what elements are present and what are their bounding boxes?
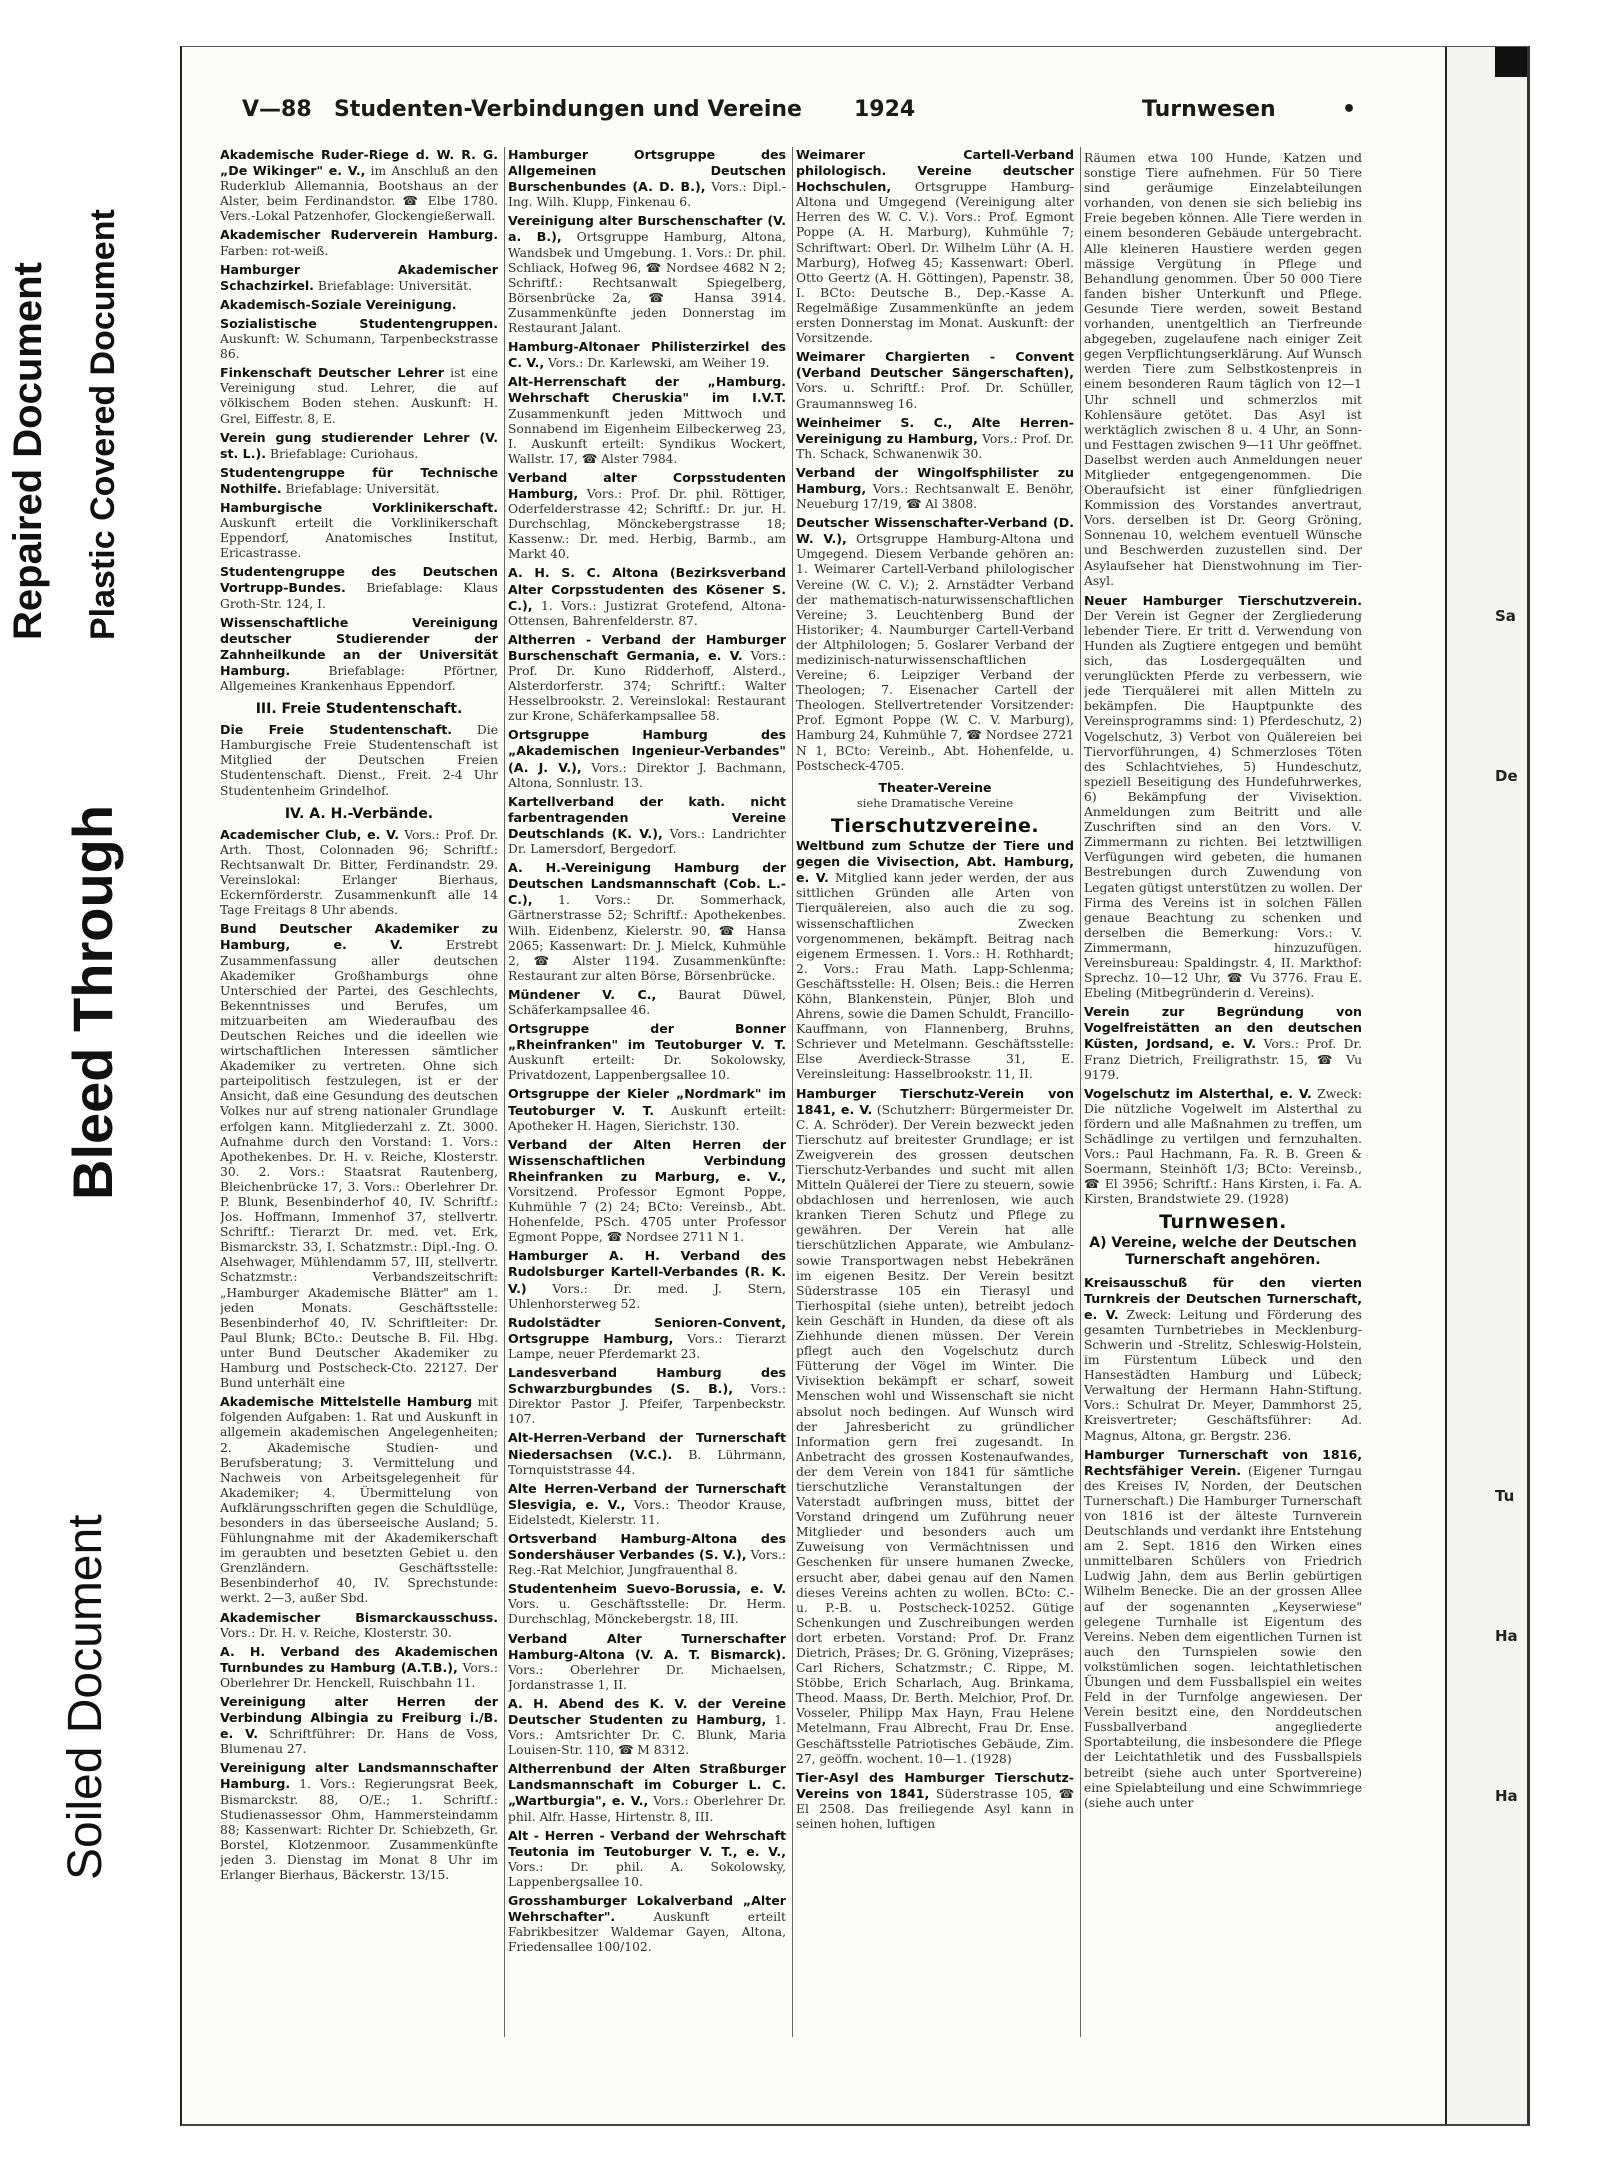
entry-text: Vors.: Dr. med. J. Stern, Uhlenhorsterweg 52.	[508, 1281, 786, 1311]
cross-reference	[796, 780, 1074, 811]
entry-text: Vors.: Reg.-Rat Melchior, Jungfrauenthal 8.	[508, 1548, 786, 1578]
list-entry	[508, 1631, 786, 1693]
entry-text: Vors.: Oberlehrer Dr. phil. Alfr. Hasse, Hirtenstr. 8, III.	[508, 1794, 786, 1824]
list-entry	[220, 465, 498, 497]
list-entry	[220, 1694, 498, 1757]
entry-name: Wissenschaftliche Vereinigung deutscher Studierender der Zahnheilkunde an der Universität Hamburg.	[220, 614, 498, 678]
list-entry	[220, 316, 498, 362]
entry-text: Auskunft erteilt: Dr. Sokolowsky, Privatdozent, Lappenbergsallee 10.	[508, 1053, 786, 1083]
list-entry	[508, 1248, 786, 1311]
section-heading-tierschutz: Tierschutzvereine.	[830, 814, 1040, 837]
list-entry	[220, 500, 498, 561]
entry-name: Hamburger Turnerschaft von 1816, Rechtsfähiger Verein.	[1084, 1446, 1362, 1478]
page-number: V—88	[242, 97, 312, 122]
list-entry	[1084, 593, 1362, 1002]
artifact-labels	[0, 0, 190, 2177]
entry-name: Altherrenbund der Alten Straßburger Landsmannschaft im Coburger L. C. „Wartburgia", e. V.,	[508, 1761, 786, 1809]
entry-name: Verein zur Begründung von Vogelfreistätten an den deutschen Küsten, Jordsand, e. V.	[1084, 1004, 1362, 1052]
entry-name: Ortsgruppe der Bonner „Rheinfranken" im Teutoburger V. T.	[508, 1021, 786, 1053]
entry-name: Rudolstädter Senioren-Convent, Ortsgruppe Hamburg,	[508, 1314, 786, 1346]
edge-word: Sa	[1495, 607, 1516, 625]
entry-name: Bund Deutscher Akademiker zu Hamburg, e. V.	[220, 921, 498, 953]
cross-reference-target: siehe Dramatische Vereine	[856, 795, 1014, 810]
entry-name: Deutscher Wissenschafter-Verband (D. W. V.),	[796, 515, 1074, 547]
entry-text: Baurat Düwel, Schäferkampsallee 46.	[508, 987, 786, 1017]
label-repaired-document: Repaired Document	[6, 262, 50, 640]
entry-text: Farben: rot-weiß.	[220, 243, 329, 258]
entry-name: Verband alter Corpsstudenten Hamburg,	[508, 469, 786, 501]
edge-word: Ha	[1495, 1627, 1518, 1645]
list-entry	[1084, 1086, 1362, 1208]
entry-text: Der Verein ist Gegner der Zergliederung lebender Tiere. Er tritt d. Verwendung von Hunden als Zugtiere entgegen und bemüht sich, das Losdergequälten und verunglückten Pferde zu verbessern, wie jede Tierquälerei mit allen Mitteln zu bekämpfen. Die Hauptpunkte des Vereinsprogramms sind: 1) Pferdeschutz, 2) Vogelschutz, 3) Verbot von Quälereien bei Tiervorführungen, 4) Schmerzloses Töten des Schlachtviehes, 5) Hundeschutz, speziell Beseitigung des Hundefuhrwerkes, 6) Bekämpfung der Vivisektion. Anmeldungen zum Beitritt und alle Zuschriften sind an den Vors. V. Zimmermann zu richten. Bei letztwilligen Verfügungen wird gebeten, die humanen Bestrebungen durch Zuwendung von Legaten gütigst unterstützen zu wollen. Der Firma des Vereins ist in solchen Fällen genaue Beachtung zu schenken und derselben die Bemerkung: Vors.: V. Zimmermann, hinzuzufügen. Vereinsbureau: Spaldingstr. 4, II. Markthof: Sprechz. 10—12 Uhr, ☎ Vu 3776. Frau E. Ebeling (Mitbegründerin d. Vereins).	[1084, 608, 1362, 1001]
list-entry	[796, 415, 1074, 462]
entry-text: Briefablage: Pförtner, Allgemeines Krankenhaus Eppendorf.	[220, 663, 498, 693]
adjacent-page-edge	[1445, 47, 1527, 2124]
list-entry	[508, 860, 786, 984]
entry-name: Weimarer Chargierten - Convent (Verband Deutscher Sängerschaften),	[796, 349, 1074, 381]
entry-text: Auskunft erteilt: Apotheker H. Hagen, Sierichstr. 130.	[508, 1103, 786, 1133]
entry-name: A. H. S. C. Altona (Bezirksverband Alter Corpsstudenten des Kösener S. C.),	[508, 565, 786, 613]
column-2	[508, 147, 786, 2077]
entry-name: Vereinigung alter Landsmannschafter Hamburg.	[220, 1760, 498, 1792]
entry-name: Vereinigung alter Herren der Verbindung Albingia zu Freiburg i./B. e. V.	[220, 1694, 498, 1742]
list-entry	[796, 465, 1074, 512]
edge-word: Tu	[1495, 1487, 1515, 1505]
subsection-heading: A) Vereine, welche der Deutschen Turnerschaft angehören.	[1089, 1234, 1357, 1268]
running-title: Studenten-Verbindungen und Vereine	[334, 97, 802, 122]
entry-name: A. H.-Vereinigung Hamburg der Deutschen Landsmannschaft (Cob. L.-C.),	[508, 860, 786, 908]
entry-text: Vors.: Oberlehrer Dr. Henckell, Ruischbahn 11.	[220, 1660, 498, 1690]
list-entry	[508, 339, 786, 371]
list-entry	[220, 365, 498, 426]
entry-name: Neuer Hamburger Tierschutzverein.	[1084, 592, 1362, 608]
entry-name: Hamburger Akademischer Schachzirkel.	[220, 261, 498, 293]
list-entry	[508, 565, 786, 628]
list-entry	[796, 515, 1074, 774]
entry-text: Vors.: Dr. Karlewski, am Weiher 19.	[548, 356, 770, 371]
torn-corner	[1495, 47, 1527, 77]
entry-text: Vors.: Tierarzt Lampe, neuer Pferdemarkt 23.	[508, 1331, 786, 1361]
section-heading-turnwesen: Turnwesen.	[1159, 1211, 1287, 1234]
entry-text: Schriftführer: Dr. Hans de Voss, Blumenau 27.	[220, 1727, 498, 1757]
list-entry	[796, 147, 1074, 346]
entry-text: Vors.: Oberlehrer Dr. Michaelsen, Jordanstrasse 1, II.	[508, 1662, 786, 1692]
list-entry	[220, 615, 498, 694]
entry-text: Vors.: Theodor Krause, Eidelstedt, Kielerstr. 11.	[508, 1497, 786, 1527]
entry-text: B. Lührmann, Tornquiststrasse 44.	[508, 1447, 786, 1477]
entry-name: Alt-Herren-Verband der Turnerschaft Niedersachsen (V.C.).	[508, 1430, 786, 1462]
list-entry	[220, 1644, 498, 1691]
list-entry	[508, 1315, 786, 1362]
list-entry	[508, 1365, 786, 1427]
list-entry	[508, 1761, 786, 1824]
list-entry	[1084, 1447, 1362, 1811]
entry-name: Alte Herren-Verband der Turnerschaft Slesvigia, e. V.,	[508, 1480, 786, 1512]
entry-name: Weimarer Cartell-Verband philologisch. Vereine deutscher Hochschulen,	[796, 147, 1074, 195]
entry-name: Akademischer Ruderverein Hamburg.	[220, 227, 498, 243]
entry-text: Vors.: Prof. Dr. Arth. Thost, Colonnaden 96; Schriftf.: Rechtsanwalt Dr. Bitter, Ferdinandstr. 29. Vereinslokal: Erlanger Bierhaus, Eckernförderstr. Zusammenkunft alle 14 Tage Freitags 8 Uhr abends.	[220, 827, 498, 918]
list-entry	[508, 987, 786, 1018]
entry-text: Ortsgruppe Hamburg, Altona, Wandsbek und Umgebung. 1. Vors.: Dr. phil. Schliack, Hofweg 96, ☎ Nordsee 4682 N 2; Schriftf.: Rechtsanwalt Spiegelberg, Börsenbrücke 2a, ☎ Hansa 3914. Zusammenkünfte jeden Donnerstag im Restaurant Jalant.	[508, 230, 786, 336]
entry-text: Vors.: Prof. Dr. Franz Dietrich, Freiligrathstr. 15, ☎ Vu 9179.	[1084, 1037, 1362, 1082]
entry-name: Alt - Herren - Verband der Wehrschaft Teutonia im Teutoburger V. T., e. V.,	[508, 1827, 786, 1859]
entry-name: Tier-Asyl des Hamburger Tierschutz-Vereins von 1841,	[796, 1769, 1074, 1801]
scanned-page	[180, 46, 1530, 2126]
entry-text: 1. Vors.: Regierungsrat Beek, Bismarckstr. 88, O/E.; 1. Schriftf.: Studienassessor Ohm, Hammersteindamm 88; Kassenwart: Richter Dr. Schiebzeth, Gr. Borstel, Klotzenmoor. Zusammenkünfte jeden 3. Dienstag im Monat 8 Uhr im Erlanger Bierhaus, Bäckerstr. 13/15.	[220, 1777, 498, 1883]
section-heading: IV. A. H.-Verbände.	[284, 805, 434, 822]
entry-text: Briefablage: Universität.	[285, 481, 440, 496]
list-entry	[796, 1086, 1074, 1767]
entry-name: Academischer Club, e. V.	[220, 826, 400, 842]
entry-name: Ortsverband Hamburg-Altona des Sondershäuser Verbandes (S. V.),	[508, 1530, 786, 1563]
entry-name: Akademische Mittelstelle Hamburg	[220, 1394, 473, 1410]
entry-name: Weltbund zum Schutze der Tiere und gegen die Vivisection, Abt. Hamburg, e. V.	[796, 838, 1074, 886]
entry-name: Ortsgruppe Hamburg des „Akademischen Ingenieur-Verbandes" (A. J. V.),	[508, 727, 786, 775]
entry-name: Kreisausschuß für den vierten Turnkreis der Deutschen Turnerschaft, e. V.	[1084, 1274, 1362, 1322]
entry-name: Verband der Alten Herren der Wissenschaftlichen Verbindung Rheinfranken zu Marburg, e. V.,	[508, 1136, 786, 1184]
column-1	[220, 147, 498, 2077]
entry-text: 1. Vors.: Dr. Sommerhack, Gärtnerstrasse 52; Schriftf.: Apothekenbes. Wilh. Eidenbenz, Kielerstr. 90, ☎ Hansa 2065; Kassenwart: Dr. J. Mielck, Kuhmühle 2, ☎ Alster 1194. Zusammenkünfte: Restaurant zur alten Börse, Börsenbrücke.	[508, 893, 786, 983]
entry-text: ist eine Vereinigung stud. Lehrer, die auf völkischem Boden stehen. Auskunft: H. Grel, Eiffestr. 8, E.	[220, 366, 498, 426]
entry-name: Sozialistische Studentengruppen.	[220, 315, 498, 331]
list-entry	[220, 147, 498, 224]
continued-paragraph: Räumen etwa 100 Hunde, Katzen und sonstige Tiere aufnehmen. Für 50 Tiere sind geräumige Einzelabteilungen vorhanden, von denen sie sich beliebig ins Freie begeben können. Alle Tiere werden in einem besonderen Gebäude untergebracht. Alle kleineren Haustiere werden gegen mässige Vergütung in Pflege und Behandlung genommen. Über 50 000 Tiere fanden bisher Unterkunft und Pflege. Gesunde Tiere werden, soweit Bestand vorhanden, unentgeltlich an Tierfreunde abgegeben, zugelaufene nach einiger Zeit gegen Verpflichtungserklärung. Auf Wunsch werden Tiere zum Selbstkostenpreis in einem besonderen Raum täglich von 12—1 Uhr schnell und schmerzlos mit Kohlensäure getötet. Das Asyl ist werktäglich zwischen 8 u. 4 Uhr, an Sonn- und Festtagen zwischen 9—11 Uhr geöffnet. Daselbst werden auch Anmeldungen neuer Mitglieder entgegengenommen. Die Oberaufsicht ist einer fünfgliedrigen Kommission des Vorstandes anvertraut, Vors. derselben ist Dr. Georg Gröning, Sonnenau 10, welchem eventuell Wünsche und Beschwerden zuzustellen sind. Der Asylaufseher hat Dienstwohnung im Tier-Asyl.	[1084, 151, 1362, 588]
entry-text: Vors.: Direktor Pastor J. Pfeifer, Tarpenbeckstr. 107.	[508, 1382, 786, 1427]
list-entry	[1084, 1004, 1362, 1082]
entry-text: Vors.: Prof. Dr. phil. Röttiger, Oderfelderstrasse 42; Schriftf.: Dr. jur. H. Durchschlag, Mönckebergstrasse 18; Kassenw.: Dr. med. Herbig, Barmb., am Markt 40.	[508, 486, 786, 562]
entry-text: Erstrebt Zusammenfassung aller deutschen Akademiker Großhamburgs ohne Unterschied der Partei, des Geschlechts, Bekenntnisses und Berufes, um mitzuarbeiten am Wiederaufbau des Deutschen Reiches und die ideellen wie wirtschaftlichen Interessen sämtlicher Akademiker zu vertreten. Ohne sich parteipolitisch festzulegen, ist er der Ansicht, daß eine Gesundung des deutschen Volkes nur auf streng nationaler Grundlage erfolgen kann. Mitgliederzahl z. Zt. 3000. Aufnahme durch den Vorstand: 1. Vors.: Apothekenbes. Dr. H. v. Reiche, Klosterstr. 30. 2. Vors.: Staatsrat Rautenberg, Bleichenbrücke 17, 3. Vors.: Oberlehrer Dr. P. Blunk, Besenbinderhof 40, IV. Schriftf.: Jos. Hoffmann, Immenhof 37, stellvertr. Schriftf.: Tierarzt Dr. med. vet. Erk, Bismarckstr. 33, I. Schatzmstr.: Dipl.-Ing. O. Alsehwager, Mühlendamm 57, III, stellvertr. Schatzmstr.: Verbandszeitschrift: „Hamburger Akademische Blätter" am 1. jeden Monats. Geschäftsstelle: Besenbinderhof 40, IV. Schriftleiter: Dr. Paul Blunk; BCto.: Deutsche B. Fil. Hbg. unter Bund Deutscher Akademiker zu Hamburg und Postscheck-Cto. 22127. Der Bund unterhält eine	[220, 938, 498, 1391]
entry-text: Vors.: Rechtsanwalt E. Benöhr, Neueburg 17/19, ☎ Al 3808.	[796, 481, 1074, 512]
list-entry	[220, 827, 498, 919]
entry-text: Vors.: Prof. Dr. Th. Schack, Schwanenwik 30.	[796, 431, 1074, 461]
label-plastic-covered-document: Plastic Covered Document	[84, 209, 122, 640]
list-entry	[220, 564, 498, 611]
entry-name: Hamburgische Vorklinikerschaft.	[220, 499, 498, 515]
entry-name: Hamburger Ortsgruppe des Allgemeinen Deutschen Burschenbundes (A. D. B.),	[508, 147, 786, 195]
entry-name: Verein gung studierender Lehrer (V. st. L.).	[220, 429, 498, 461]
label-soiled-document: Soiled Document	[59, 1514, 112, 1880]
entry-name: Finkenschaft Deutscher Lehrer	[220, 365, 444, 381]
entry-text: Briefablage: Klaus Groth-Str. 124, I.	[220, 581, 498, 611]
entry-text: Briefablage: Curiohaus.	[269, 446, 419, 461]
entry-name: Mündener V. C.,	[508, 986, 657, 1002]
entry-text: Ortsgruppe Hamburg-Altona und Umgegend. Diesem Verbande gehören an: 1. Weimarer Cartell-Verband philologischer Vereine (W. C. V.); 2. Arnstädter Verband der mathematisch-naturwissenschaftlichen Vereine; 3. Leuchtenberg Bund der Historiker; 4. Naumburger Cartell-Verband der Altphilologen; 5. Goslarer Verband der medizinisch-naturwissenschaftlichen Vereine; 6. Leipziger Verband der Theologen; 7. Eisenacher Cartell der Theologen. Stellvertretender Vorsitzender: Prof. Egmont Poppe (W. C. V. Marburg), Hamburg 24, Kuhmühle 7, ☎ Nordsee 2721 N 1, BCto: Vereinb., Abt. Hohenfelde, u. Postscheck-4705.	[796, 532, 1074, 773]
entry-name: Hamburger A. H. Verband des Rudolsburger Kartell-Verbandes (R. K. V.)	[508, 1248, 786, 1296]
list-entry	[508, 1531, 786, 1578]
entry-text: (Schutzherr: Bürgermeister Dr. C. A. Schröder). Der Verein bezweckt jeden Tierschutz auf breitester Grundlage; er ist Zweigverein des grossen deutschen Tierschutz-Verbandes und sucht mit allen Mitteln Quälerei der Tiere zu steuern, sowie obdachlosen und herrenlosen, wie auch kranken Tieren Schutz und Pflege zu gewähren. Der Verein hat alle tierschützlichen Apparate, wie Ambulanz- sowie Transportwagen nebst Hebekränen im eigenen Besitz. Der Verein besitzt Süderstrasse 105 ein Tierasyl und Tierhospital (siehe unten), betreibt jedoch kein Geschäft in Hunden, da diese oft als Ziehhunde dienen müssen. Der Verein pflegt auch den Vogelschutz durch Fütterung der Vögel im Winter. Die Vivisektion bekämpft er scharf, soweit Menschen wohl und Wissenschaft sie nicht absolut noch bedingen. Auf Wunsch wird der Jahresbericht zu gründlicher Information gern frei zugesandt. In Anbetracht des grossen Kostenaufwandes, der dem Verein von 1841 für sämtliche tierschutzliche Veranstaltungen der Vaterstadt aufbringen muss, bittet der Vorstand dringend um Zuführung neuer Mitglieder und besonders auch um Zuweisung von Vermächtnissen und Geschenken für unsere humanen Zwecke, ersucht aber, dabei genau auf den Namen dieses Vereins achten zu wollen. BCto: C.- u. P.-B. u. Postscheck-10252. Gütige Schenkungen und Zuschreibungen werden dort erbeten. Vorstand: Prof. Dr. Franz Dietrich, Präses; Dr. G. Gröning, Vizepräses; Carl Richers, Schatzmstr.; C. Rippe, M. Stöbbe, Erich Scharlach, Aug. Brinkama, Theod. Maass, Dr. Berth. Melchior, Prof. Dr. Vosseler, Philipp Max Hayn, Frau Helene Metelmann, Frau Albrecht, Frau Dr. Ense. Geschäftsstelle Patriotisches Gebäude, Zim. 27, geöffn. wochent. 10—1. (1928)	[796, 1102, 1074, 1766]
entry-text: Vors.: Dr. H. v. Reiche, Klosterstr. 30.	[220, 1625, 452, 1640]
entry-name: Vereinigung alter Burschenschafter (V. a. B.),	[508, 213, 786, 245]
entry-name: Studentengruppe des Deutschen Vortrupp-Bundes.	[220, 564, 498, 596]
entry-name: Weinheimer S. C., Alte Herren-Vereinigung zu Hamburg,	[796, 414, 1074, 446]
list-entry	[508, 632, 786, 725]
section-heading: III. Freie Studentenschaft.	[255, 701, 463, 718]
header-dot: •	[1342, 97, 1357, 122]
entry-name: A. H. Abend des K. V. der Vereine Deutscher Studenten zu Hamburg,	[508, 1695, 786, 1727]
list-entry	[220, 297, 498, 313]
column-rule	[504, 147, 505, 2037]
list-entry	[508, 1021, 786, 1083]
list-entry	[508, 1581, 786, 1627]
list-entry	[1084, 1275, 1362, 1444]
column-rule	[1080, 147, 1081, 2037]
list-entry	[220, 227, 498, 258]
list-entry	[220, 722, 498, 798]
entry-name: Grosshamburger Lokalverband „Alter Wehrschafter".	[508, 1893, 786, 1925]
list-entry	[796, 838, 1074, 1083]
entry-text: Zweck: Leitung und Förderung des gesamten Turnbetriebes in Mecklenburg-Schwerin und -Strelitz, Schleswig-Holstein, im Fürstentum Lübeck und den Hansestädten Hamburg und Lübeck; Verwaltung der Hermann Hahn-Stiftung. Vors.: Schulrat Dr. Meyer, Dammhorst 25, Kreisvertreter; Geschäftsführer: Ad. Magnus, Altona, gr. Bergstr. 236.	[1084, 1307, 1362, 1443]
entry-text: Mitglied kann jeder werden, der aus sittlichen Gründen alle Arten von Tierquälereien, also auch die zu sog. wissenschaftlichen Zwecken vorgenommenen, bekämpft. Beitrag nach eigenem Ermessen. 1. Vors.: H. Rothhardt; 2. Vors.: Frau Math. Lapp-Schlenma; Geschäftsstelle: H. Olsen; Beis.: die Herren Köhn, Blankenstein, Pünjer, Bloh und Ahrens, sowie die Damen Schuldt, Francillo-Kauffmann, von Flannenberg, Bruhns, Schriever und Metelmann. Geschäftsstelle: Else Averdieck-Strasse 31, E. Vereinsleitung: Hasselbrookstr. 11, II.	[796, 871, 1074, 1082]
header-section: Turnwesen	[1142, 97, 1276, 122]
entry-text: Vors.: Dipl.-Ing. Wilh. Klupp, Finkenau 6.	[508, 180, 786, 210]
list-entry	[508, 1430, 786, 1477]
column-rule	[792, 147, 793, 2037]
header-year: 1924	[854, 97, 916, 122]
entry-name: Vogelschutz im Alsterthal, e. V.	[1084, 1085, 1312, 1101]
list-entry	[508, 1481, 786, 1528]
edge-word: Ha	[1495, 1787, 1518, 1805]
entry-name: Studentenheim Suevo-Borussia, e. V.	[508, 1581, 786, 1597]
entry-text: Vorsitzend. Professor Egmont Poppe, Kuhmühle 7 (2) 24; BCto: Vereinsb., Abt. Hohenfelde, PSch. 4705 unter Professor Egmont Poppe, ☎ Nordsee 2711 N 1.	[508, 1185, 786, 1245]
entry-text: Auskunft erteilt Fabrikbesitzer Waldemar Gayen, Altona, Friedensallee 100/102.	[508, 1910, 786, 1955]
cross-reference-title: Theater-Vereine	[878, 779, 992, 795]
list-entry	[796, 349, 1074, 411]
list-entry	[508, 794, 786, 857]
entry-text: Auskunft erteilt die Vorklinikerschaft Eppendorf, Anatomisches Institut, Ericastrasse.	[220, 516, 498, 561]
entry-name: Hamburg-Altonaer Philisterzirkel des C. V.,	[508, 339, 786, 371]
list-entry	[508, 1828, 786, 1890]
entry-text: mit folgenden Aufgaben: 1. Rat und Auskunft in allgemein akademischen Angelegenheiten; 2. Akademische Studien- und Berufsberatung; 3. Vermittelung und Nachweis von Arbeitsgelegenheit für Akademiker; 4. Übermittelung von Aufklärungsschriften gegen die Schuldlüge, besonders in das überseeische Ausland; 5. Fühlungnahme mit der Akademikerschaft im geraubten und besetzten Gebiet u. den Grenzländern. Geschäftsstelle: Besenbinderhof 40, IV. Sprechstunde: werkt. 2—3, außer Sbd.	[220, 1395, 498, 1606]
entry-text: 1. Vors.: Justizrat Grotefend, Altona-Ottensen, Bahrenfelderstr. 87.	[508, 598, 786, 628]
list-entry	[508, 1086, 786, 1133]
column-3	[796, 147, 1074, 2077]
entry-name: Akademisch-Soziale Vereinigung.	[220, 296, 457, 312]
entry-text: Vors. u. Schriftf.: Prof. Dr. Schüller, Graumannsweg 16.	[796, 381, 1074, 411]
list-entry	[508, 374, 786, 467]
entry-name: Landesverband Hamburg des Schwarzburgbundes (S. B.),	[508, 1365, 786, 1397]
list-entry	[220, 1760, 498, 1883]
entry-name: Verband der Wingolfsphilister zu Hamburg,	[796, 464, 1074, 496]
entry-name: Alt-Herrenschaft der „Hamburg. Wehrschaft Cheruskia" im I.V.T.	[508, 374, 786, 406]
entry-name: Kartellverband der kath. nicht farbentragenden Vereine Deutschlands (K. V.),	[508, 793, 786, 841]
list-entry	[220, 921, 498, 1391]
list-entry	[220, 1394, 498, 1606]
list-entry	[220, 1610, 498, 1641]
entry-text: Vors. u. Geschäftsstelle: Dr. Herm. Durchschlag, Mönckebergstr. 18, III.	[508, 1597, 786, 1627]
list-entry	[220, 430, 498, 462]
entry-text: Auskunft: W. Schumann, Tarpenbeckstrasse 86.	[220, 332, 498, 362]
entry-name: A. H. Verband des Akademischen Turnbundes zu Hamburg (A.T.B.),	[220, 1643, 498, 1675]
entry-text: Vors.: Landrichter Dr. Lamersdorf, Bergedorf.	[508, 826, 786, 857]
entry-name: Verband Alter Turnerschafter Hamburg-Altona (V. A. T. Bismarck).	[508, 1630, 786, 1662]
label-bleed-through: Bleed Through	[61, 804, 124, 1200]
list-entry	[508, 1696, 786, 1758]
entry-text: Zweck: Die nützliche Vogelwelt im Alsterthal zu fördern und alle Maßnahmen zu treffen, um Schädlinge zu vertilgen und fernzuhalten. Vors.: Paul Hachmann, Fa. R. B. Green & Soermann, Steinhöft 1/3; BCto: Vereinsb., ☎ El 3956; Schriftf.: Hans Kirsten, i. Fa. A. Kirsten, Brandstwiete 29. (1928)	[1084, 1086, 1362, 1207]
list-entry	[508, 727, 786, 790]
entry-name: Akademische Ruder-Riege d. W. R. G. „De Wikinger" e. V.,	[220, 147, 498, 179]
entry-name: Die Freie Studentenschaft.	[220, 722, 453, 738]
list-entry	[508, 1893, 786, 1955]
entry-text: Briefablage: Universität.	[317, 278, 472, 293]
list-entry	[508, 470, 786, 563]
entry-text: Die Hamburgische Freie Studentenschaft ist Mitglied der Deutschen Freien Studentenschaft. Dienst., Freit. 2-4 Uhr Studentenheim Grindelhof.	[220, 723, 498, 798]
entry-text: im Anschluß an den Ruderklub Allemannia, Bootshaus an der Alster, beim Ferdinandstor. ☎ Elbe 1780. Vers.-Lokal Patzenhofer, Glockengießerwall.	[220, 164, 498, 224]
edge-word: De	[1495, 767, 1518, 785]
entry-text: Zusammenkunft jeden Mittwoch und Sonnabend im Eigenheim Eilbeckerweg 23, I. Auskunft erteilt: Syndikus Wockert, Wallstr. 17, ☎ Alster 7984.	[508, 406, 786, 466]
entry-text: Vors.: Prof. Dr. Kuno Ridderhoff, Alsterd., Alsterdorferstr. 374; Schriftf.: Walter Hesselbrookstr. 2. Vereinslokal: Restaurant zur Krone, Schäferkampsallee 58.	[508, 648, 786, 724]
entry-name: Altherren - Verband der Hamburger Burschenschaft Germania, e. V.	[508, 631, 786, 663]
column-4	[1084, 147, 1362, 2077]
entry-name: Studentengruppe für Technische Nothilfe.	[220, 464, 498, 496]
entry-text: Vors.: Direktor J. Bachmann, Altona, Sonnlustr. 13.	[508, 760, 786, 790]
entry-text: Süderstrasse 105, ☎ El 2508. Das freiliegende Asyl kann in seinen hohen, luftigen	[796, 1786, 1074, 1832]
list-entry	[508, 147, 786, 210]
page-header	[242, 97, 1372, 133]
list-entry	[220, 262, 498, 294]
list-entry	[796, 1770, 1074, 1832]
entry-name: Hamburger Tierschutz-Verein von 1841, e. V.	[796, 1085, 1074, 1117]
entry-text: (Eigener Turngau des Kreises IV, Norden, der Deutschen Turnerschaft.) Die Hamburger Turnerschaft von 1816 ist der älteste Turnverein Deutschlands und verdankt ihre Entstehung am 2. Sept. 1816 den Wirken eines unmittelbaren Schülers von Friedrich Ludwig Jahn, dem aus Berlin gebürtigen Wilhelm Benecke. Die an der grossen Allee auf der sogenannten „Keyserwiese" gelegene Turnhalle ist Eigentum des Vereins. Neben dem eigentlichen Turnen ist auch den Turnspielen sowie den volkstümlichen sogen. leichtathletischen Übungen und dem Fussballspiel ein weites Feld in der Turnfolge angewiesen. Der Verein besitzt eine, den Norddeutschen Fussballverband angegliederte Sportabteilung, die insbesondere die Pflege der Leichtathletik und des Fussballspiels betreibt (siehe auch unter Sportvereine) eine Spielabteilung und eine Schwimmriege (siehe auch unter	[1084, 1463, 1362, 1810]
entry-text: Ortsgruppe Hamburg-Altona und Umgegend (Vereinigung alter Herren des W. C. V.). Vors.: Prof. Egmont Poppe (A. H. Marburg), Kuhmühle 7; Schriftwart: Oberl. Dr. Wilhelm Lühr (A. H. Marburg), Hofweg 45; Kassenwart: Oberl. Otto Geertz (A. H. Göttingen), Papenstr. 38, I. BCto: Deutsche B., Dep.-Kasse A. Regelmäßige Zusammenkünfte an jedem ersten Donnerstag im Monat. Auskunft: der Vorsitzende.	[796, 180, 1074, 346]
entry-name: Ortsgruppe der Kieler „Nordmark" im Teutoburger V. T.	[508, 1086, 786, 1118]
entry-name: Akademischer Bismarckausschuss.	[220, 1609, 498, 1625]
entry-text: Vors.: Dr. phil. A. Sokolowsky, Lappenbergsallee 10.	[508, 1859, 786, 1889]
entry-text: 1. Vors.: Amtsrichter Dr. C. Blunk, Maria Louisen-Str. 110, ☎ M 8312.	[508, 1713, 786, 1758]
list-entry	[508, 213, 786, 336]
list-entry	[508, 1137, 786, 1246]
